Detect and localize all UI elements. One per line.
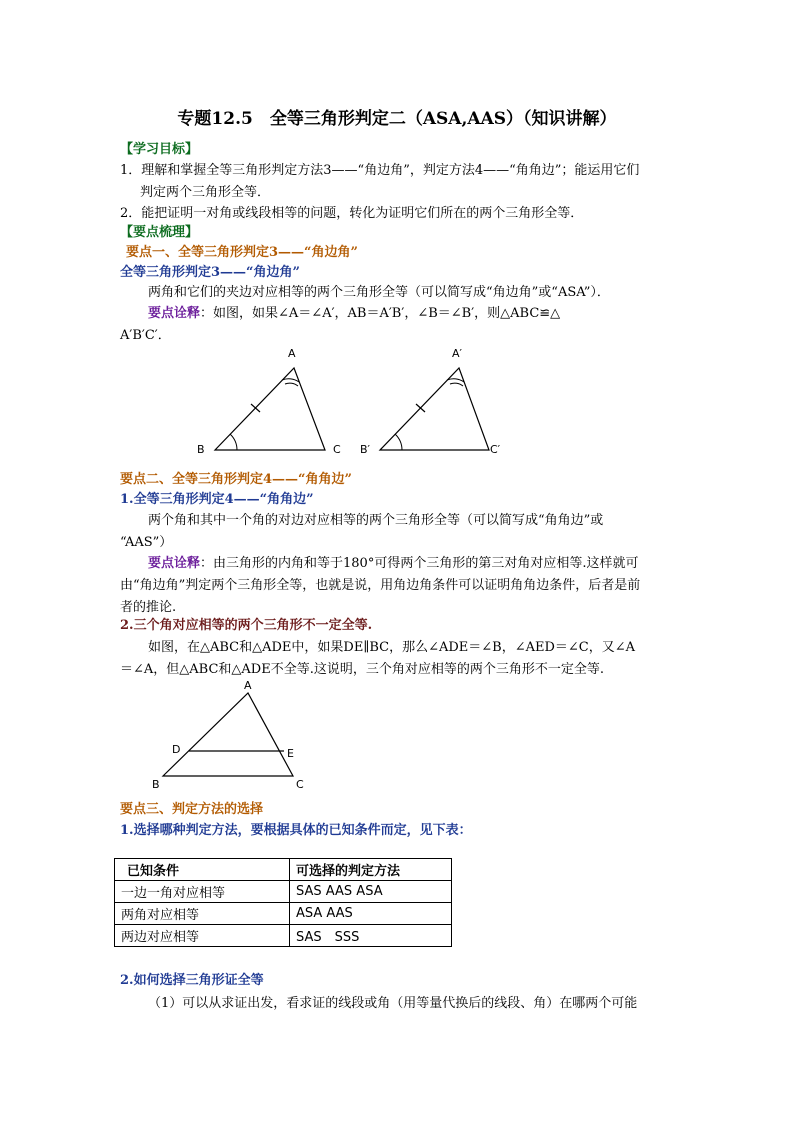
point2-note-label: 要点诠释: [148, 556, 201, 571]
label-c1: C′: [490, 443, 501, 456]
label-b1: B′: [360, 443, 371, 456]
triangle-abc-outline: [215, 368, 325, 450]
table-cell: ASA AAS: [290, 903, 452, 925]
point2-text2-line-b: ＝∠A，但△ABC和△ADE不全等.这说明，三个角对应相等的两个三角形不一定全等.: [120, 662, 604, 677]
table-cell: SAS SSS: [290, 925, 452, 947]
table-cell: SAS AAS ASA: [290, 881, 452, 903]
point2-heading: 要点二、全等三角形判定4——“角角边”: [120, 472, 353, 487]
point3-text-line-a: （1）可以从求证出发，看求证的线段或角（用等量代换后的线段、角）在哪两个可能: [148, 996, 638, 1011]
method-table: [114, 858, 452, 947]
point3-subheading-1: 1.选择哪种判定方法，要根据具体的已知条件而定，见下表：: [120, 823, 472, 838]
triangle-abc: [197, 347, 341, 456]
table-cell: 一边一角对应相等: [115, 881, 290, 903]
table-row: [115, 925, 452, 947]
table-header-cell: 已知条件: [115, 859, 290, 881]
point2-note-text: ：由三角形的内角和等于180°可得两个三角形的第三对角对应相等.这样就可: [200, 556, 639, 571]
point3-subheading-2: 2.如何选择三角形证全等: [120, 973, 264, 988]
goals-heading: 【学习目标】: [120, 142, 199, 157]
point1-note-line-a: [148, 302, 560, 321]
table-cell: 两边对应相等: [115, 925, 290, 947]
point2-note-line-a: [148, 552, 638, 571]
angle-a-mark-2: [285, 383, 298, 386]
label-c: C: [333, 443, 341, 456]
figure-parallel-segment: [148, 676, 313, 794]
point2-text-line-b: “AAS”）: [120, 535, 173, 550]
angle-a-mark-1: [282, 379, 299, 382]
label-c: C: [296, 778, 304, 791]
label-a1: A′: [452, 347, 463, 360]
point1-subheading: 全等三角形判定3——“角边角”: [120, 265, 301, 280]
angle-b1-mark: [395, 434, 402, 450]
points-heading: 【要点梳理】: [120, 225, 199, 240]
angle-a1-mark-2: [450, 383, 463, 386]
table-cell: 两角对应相等: [115, 903, 290, 925]
point1-note-line-b: A′B′C′．: [120, 328, 171, 343]
angle-a1-mark-1: [447, 379, 464, 382]
table-row: [115, 903, 452, 925]
table-header-cell: 可选择的判定方法: [290, 859, 452, 881]
goal-2: 2．能把证明一对角或线段相等的问题，转化为证明它们所在的两个三角形全等．: [120, 206, 584, 221]
page-title: 专题12.5 全等三角形判定二（ASA,AAS）（知识讲解）: [177, 109, 617, 129]
goal-1-line-b: 判定两个三角形全等．: [140, 185, 271, 200]
label-b: B: [152, 778, 160, 791]
triangle-abc-2: [163, 693, 293, 776]
label-a: A: [244, 679, 252, 692]
label-a: A: [288, 347, 296, 360]
label-d: D: [172, 743, 181, 756]
point2-text2-line-a: 如图，在△ABC和△ADE中，如果DE∥BC，那么∠ADE＝∠B，∠AED＝∠C，又∠A: [148, 640, 636, 655]
triangle-a1b1c1-outline: [380, 368, 489, 450]
point2-subheading-1: 1.全等三角形判定4——“角角边”: [120, 492, 314, 507]
point1-note-text: ：如图，如果∠A＝∠A′，AB＝A′B′，∠B＝∠B′，则△ABC≌△: [200, 306, 561, 321]
point3-heading: 要点三、判定方法的选择: [120, 802, 264, 817]
label-e: E: [287, 747, 294, 760]
point1-text: 两角和它们的夹边对应相等的两个三角形全等（可以简写成“角边角”或“ASA”）．: [148, 285, 610, 300]
point1-heading: 要点一、全等三角形判定3——“角边角”: [126, 245, 359, 260]
angle-b-mark: [230, 434, 237, 450]
table-row: [115, 881, 452, 903]
triangle-a1b1c1: [360, 347, 501, 456]
goal-1-line-a: 1．理解和掌握全等三角形判定方法3——“角边角”，判定方法4——“角角边”；能运用它们: [120, 163, 640, 178]
label-b: B: [197, 443, 205, 456]
point2-note-line-c: 者的推论.: [120, 600, 177, 615]
point1-note-label: 要点诠释: [148, 306, 201, 321]
point2-note-line-b: 由“角边角”判定两个三角形全等，也就是说，用角边角条件可以证明角角边条件，后者是前: [120, 578, 641, 593]
point2-subheading-2: 2.三个角对应相等的两个三角形不一定全等.: [120, 618, 373, 633]
table-header-row: [115, 859, 452, 881]
figure-congruent-triangles: [190, 340, 520, 465]
point2-text-line-a: 两个角和其中一个角的对边对应相等的两个三角形全等（可以简写成“角角边”或: [148, 513, 604, 528]
